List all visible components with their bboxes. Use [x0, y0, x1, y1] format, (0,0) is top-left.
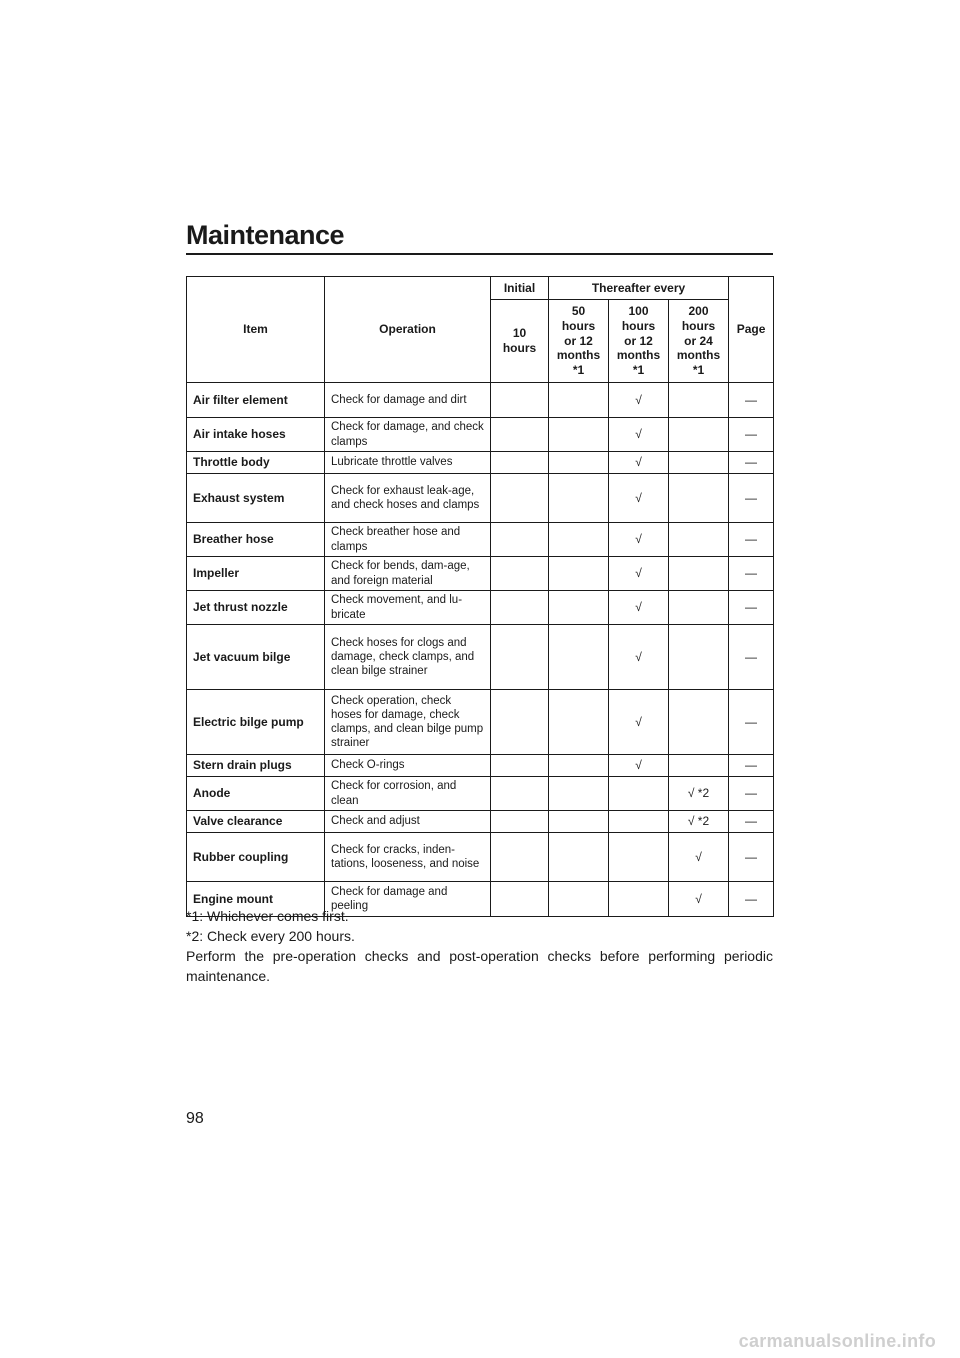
- row-page: —: [729, 625, 774, 690]
- row-operation: Check and adjust: [325, 811, 491, 833]
- row-item: Jet vacuum bilge: [187, 625, 325, 690]
- row-100-hours: [609, 833, 669, 882]
- header-operation: Operation: [325, 277, 491, 383]
- row-page: —: [729, 523, 774, 557]
- row-50-hours: [549, 811, 609, 833]
- row-100-hours: √: [609, 383, 669, 418]
- row-operation: Check breather hose and clamps: [325, 523, 491, 557]
- row-200-hours: [669, 474, 729, 523]
- table-row: [187, 557, 774, 591]
- row-operation: Check O-rings: [325, 755, 491, 777]
- row-50-hours: [549, 625, 609, 690]
- row-10-hours: [491, 811, 549, 833]
- row-50-hours: [549, 418, 609, 452]
- row-50-hours: [549, 452, 609, 474]
- row-10-hours: [491, 557, 549, 591]
- row-10-hours: [491, 591, 549, 625]
- row-item: Breather hose: [187, 523, 325, 557]
- row-page: —: [729, 383, 774, 418]
- footnote-instruction: Perform the pre-operation checks and post-operation checks before performing periodic maintenance.: [186, 948, 773, 984]
- header-item: Item: [187, 277, 325, 383]
- row-10-hours: [491, 418, 549, 452]
- row-page: —: [729, 418, 774, 452]
- header-200-hours: 200 hours or 24 months *1: [669, 300, 729, 383]
- row-10-hours: [491, 690, 549, 755]
- row-200-hours: [669, 383, 729, 418]
- row-item: Jet thrust nozzle: [187, 591, 325, 625]
- row-100-hours: √: [609, 755, 669, 777]
- row-100-hours: √: [609, 452, 669, 474]
- table-row: [187, 523, 774, 557]
- row-10-hours: [491, 474, 549, 523]
- row-item: Air intake hoses: [187, 418, 325, 452]
- row-page: —: [729, 833, 774, 882]
- watermark: carmanualsonline.info: [738, 1331, 936, 1351]
- row-100-hours: √: [609, 523, 669, 557]
- row-100-hours: √: [609, 474, 669, 523]
- row-page: —: [729, 591, 774, 625]
- row-item: Rubber coupling: [187, 833, 325, 882]
- row-item: Stern drain plugs: [187, 755, 325, 777]
- page-number: 98: [186, 1110, 204, 1127]
- row-200-hours: √ *2: [669, 777, 729, 811]
- row-200-hours: [669, 690, 729, 755]
- row-200-hours: [669, 625, 729, 690]
- row-10-hours: [491, 625, 549, 690]
- header-100-hours: 100 hours or 12 months *1: [609, 300, 669, 383]
- row-10-hours: [491, 833, 549, 882]
- table-row: [187, 625, 774, 690]
- row-operation: Check operation, check hoses for damage, check clamps, and clean bilge pump strainer: [325, 690, 491, 755]
- row-100-hours: √: [609, 557, 669, 591]
- row-200-hours: √: [669, 882, 729, 917]
- row-item: Valve clearance: [187, 811, 325, 833]
- header-page: Page: [729, 277, 774, 383]
- table-row: [187, 690, 774, 755]
- row-100-hours: [609, 777, 669, 811]
- header-10-hours: 10 hours: [491, 300, 549, 383]
- table-row: [187, 833, 774, 882]
- row-50-hours: [549, 591, 609, 625]
- row-100-hours: √: [609, 690, 669, 755]
- row-50-hours: [549, 833, 609, 882]
- table-body: [187, 383, 774, 917]
- row-100-hours: [609, 811, 669, 833]
- table-row: [187, 591, 774, 625]
- table-row: [187, 474, 774, 523]
- footnote-2: *2: Check every 200 hours.: [186, 928, 355, 944]
- row-100-hours: √: [609, 591, 669, 625]
- row-10-hours: [491, 452, 549, 474]
- page-title: Maintenance: [186, 220, 345, 250]
- row-page: —: [729, 690, 774, 755]
- row-item: Impeller: [187, 557, 325, 591]
- row-page: —: [729, 755, 774, 777]
- row-operation: Check for bends, dam-age, and foreign material: [325, 557, 491, 591]
- table-row: [187, 777, 774, 811]
- row-100-hours: √: [609, 418, 669, 452]
- row-200-hours: √: [669, 833, 729, 882]
- row-50-hours: [549, 690, 609, 755]
- row-10-hours: [491, 383, 549, 418]
- row-item: Exhaust system: [187, 474, 325, 523]
- row-10-hours: [491, 777, 549, 811]
- row-item: Throttle body: [187, 452, 325, 474]
- row-page: —: [729, 452, 774, 474]
- row-operation: Check movement, and lu-bricate: [325, 591, 491, 625]
- row-item: Electric bilge pump: [187, 690, 325, 755]
- row-200-hours: [669, 523, 729, 557]
- footnotes: [186, 906, 773, 986]
- table-row: [187, 418, 774, 452]
- table-row: [187, 383, 774, 418]
- title-rule: [186, 253, 773, 255]
- row-10-hours: [491, 755, 549, 777]
- row-100-hours: √: [609, 625, 669, 690]
- row-50-hours: [549, 755, 609, 777]
- row-operation: Check for damage and dirt: [325, 383, 491, 418]
- row-200-hours: [669, 755, 729, 777]
- row-50-hours: [549, 474, 609, 523]
- row-page: —: [729, 882, 774, 917]
- row-200-hours: [669, 591, 729, 625]
- row-page: —: [729, 557, 774, 591]
- row-10-hours: [491, 523, 549, 557]
- table-row: [187, 755, 774, 777]
- row-operation: Lubricate throttle valves: [325, 452, 491, 474]
- row-50-hours: [549, 557, 609, 591]
- row-item: Air filter element: [187, 383, 325, 418]
- row-200-hours: [669, 452, 729, 474]
- header-thereafter: Thereafter every: [549, 277, 729, 300]
- row-operation: Check for damage, and check clamps: [325, 418, 491, 452]
- row-operation: Check for exhaust leak-age, and check hoses and clamps: [325, 474, 491, 523]
- footnote-1: *1: Whichever comes first.: [186, 908, 349, 924]
- row-200-hours: √ *2: [669, 811, 729, 833]
- row-page: —: [729, 474, 774, 523]
- maintenance-table: [186, 276, 774, 917]
- row-item: Anode: [187, 777, 325, 811]
- row-operation: Check for corrosion, and clean: [325, 777, 491, 811]
- row-50-hours: [549, 777, 609, 811]
- row-50-hours: [549, 523, 609, 557]
- row-50-hours: [549, 383, 609, 418]
- table-row: [187, 811, 774, 833]
- header-initial: Initial: [491, 277, 549, 300]
- row-page: —: [729, 777, 774, 811]
- row-operation: Check for damage and peeling: [325, 882, 491, 917]
- row-item: Engine mount: [187, 882, 325, 917]
- header-50-hours: 50 hours or 12 months *1: [549, 300, 609, 383]
- row-200-hours: [669, 557, 729, 591]
- table-row: [187, 452, 774, 474]
- row-operation: Check for cracks, inden-tations, looseness, and noise: [325, 833, 491, 882]
- row-operation: Check hoses for clogs and damage, check clamps, and clean bilge strainer: [325, 625, 491, 690]
- row-page: —: [729, 811, 774, 833]
- row-200-hours: [669, 418, 729, 452]
